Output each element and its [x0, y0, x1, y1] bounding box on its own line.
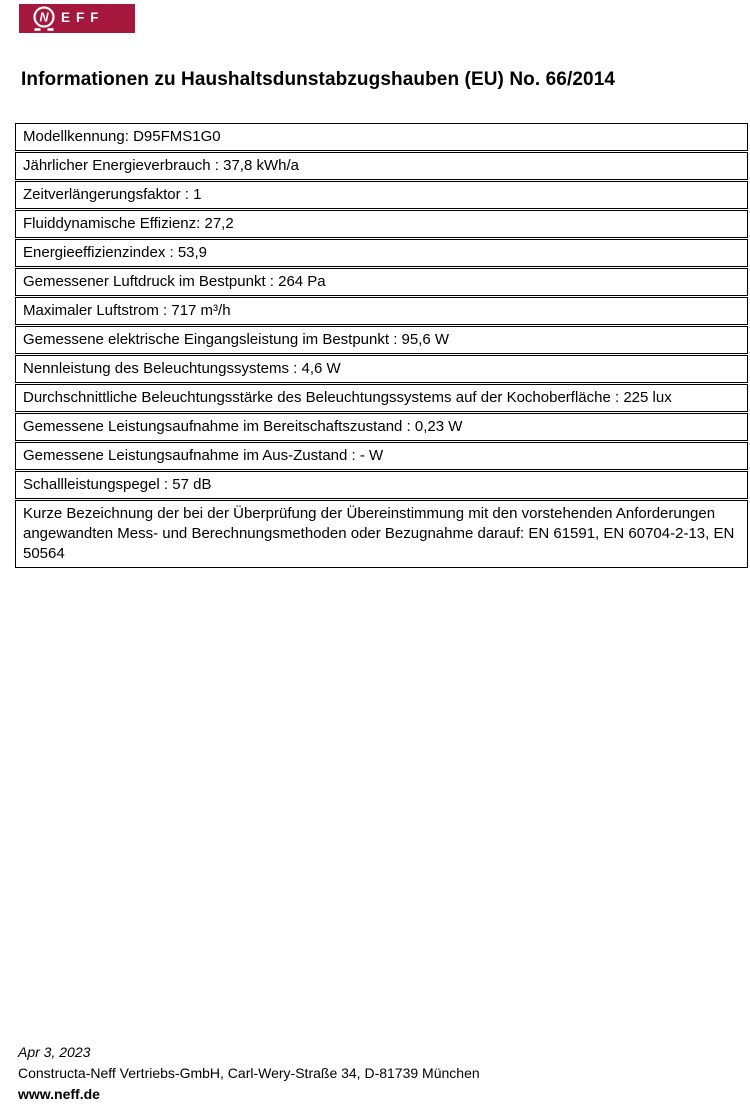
footer	[18, 1042, 480, 1105]
footer-website: www.neff.de	[18, 1086, 100, 1102]
table-row: Schallleistungspegel : 57 dB	[15, 471, 748, 499]
table-row: Durchschnittliche Beleuchtungsstärke des Beleuchtungssystems auf der Kochoberfläche : 225 lux	[15, 384, 748, 412]
table-row: Gemessene elektrische Eingangsleistung im Bestpunkt : 95,6 W	[15, 326, 748, 354]
info-table	[15, 123, 748, 569]
table-row: Zeitverlängerungsfaktor : 1	[15, 181, 748, 209]
table-row: Nennleistung des Beleuchtungssystems : 4,6 W	[15, 355, 748, 383]
table-row: Energieeffizienzindex : 53,9	[15, 239, 748, 267]
table-row: Gemessene Leistungsaufnahme im Aus-Zustand : - W	[15, 442, 748, 470]
footer-company-address: Constructa-Neff Vertriebs-GmbH, Carl-Wery-Straße 34, D-81739 München	[18, 1065, 480, 1081]
table-row: Jährlicher Energieverbrauch : 37,8 kWh/a	[15, 152, 748, 180]
logo-letters-eff: EFF	[61, 10, 105, 25]
table-row: Fluiddynamische Effizienz: 27,2	[15, 210, 748, 238]
footer-date: Apr 3, 2023	[18, 1044, 91, 1060]
table-row: Modellkennung: D95FMS1G0	[15, 123, 748, 151]
table-row: Gemessene Leistungsaufnahme im Bereitschaftszustand : 0,23 W	[15, 413, 748, 441]
table-row: Maximaler Luftstrom : 717 m³/h	[15, 297, 748, 325]
table-row: Kurze Bezeichnung der bei der Überprüfung der Übereinstimmung mit den vorstehenden Anforderungen angewandten Mess- und Berechnungsmethoden oder Bezugnahme darauf: EN 61591, EN 60704-2-13, EN 50564	[15, 500, 748, 568]
logo-letter-n: N	[39, 10, 49, 25]
table-row: Gemessener Luftdruck im Bestpunkt : 264 Pa	[15, 268, 748, 296]
neff-brand-icon	[19, 4, 135, 33]
neff-logo	[19, 4, 135, 33]
page-title: Informationen zu Haushaltsdunstabzugshauben (EU) No. 66/2014	[21, 68, 616, 90]
